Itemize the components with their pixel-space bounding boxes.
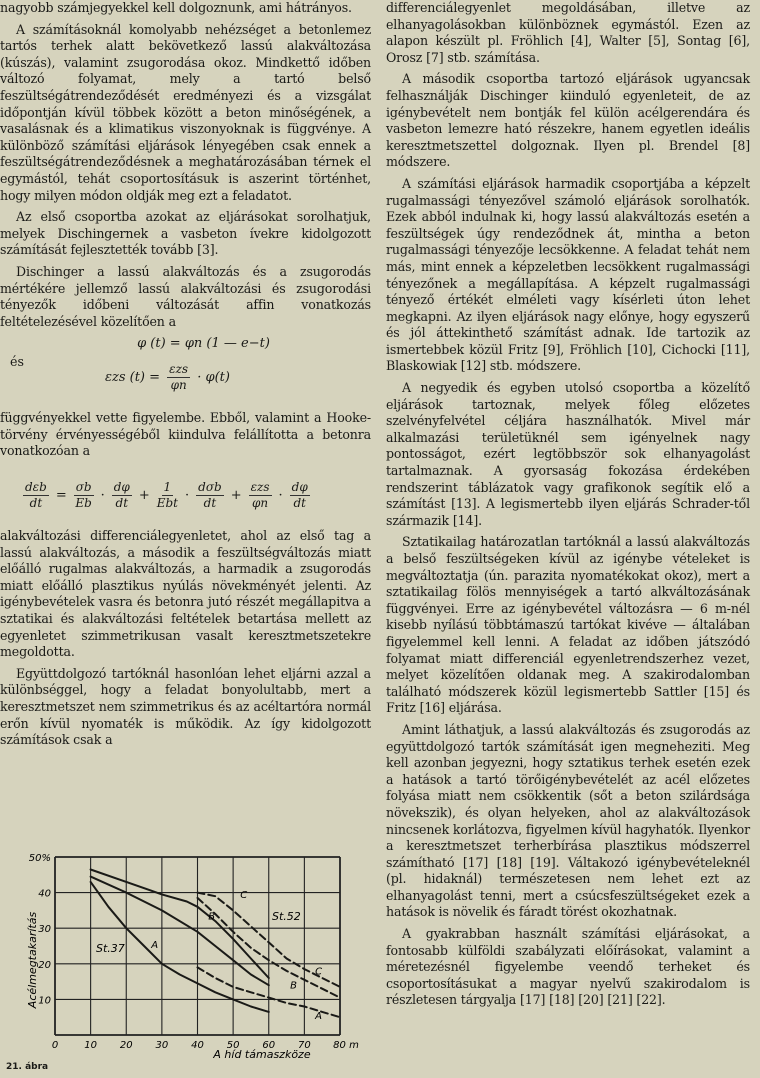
paragraph: alakváltozási differenciálegyenletet, ahol az első tag a lassú alakváltozás, a második a feszültségváltozás miatt előálló rugalmas alakváltozás, a harmadik a zsugorodás miatt előálló plasztikus nyúlás növekményét jelenti. Az igénybevételek vasra és betonra jutó részét megállapitva a sztatikai és alakváltozási feltételek betartása mellett az egyenletet szimmetrikusan vasalt keresztmetszetekre megoldotta.: [0, 528, 371, 660]
fraction-denominator: Eb: [75, 495, 92, 510]
equation-differential: [0, 470, 371, 520]
y-tick-label: 20: [38, 959, 51, 971]
paragraph: A negyedik és egyben utolsó csoportba a közelítő eljárások tartoznak, melyek főleg előzetes szelvényfelvétel céljára használhatók. Mivel már alkalmazási területüknél sem igényelnek nagy pontosságot, ezért legtöbbször sok elhanyagolást tartalmaznak. A gyorsaság fokozása érdekében rendszerint táblázatok vagy grafikonok segítik elő a számítást [13]. A legismertebb ilyen eljárás Schrader-től származik [14].: [386, 380, 750, 528]
dot-operator: ·: [185, 487, 190, 503]
y-tick-label: 10: [38, 995, 51, 1007]
right-column: [386, 0, 750, 1009]
fraction-numerator: εzs: [250, 479, 270, 494]
region-label-st52: St.52: [272, 910, 301, 923]
fraction-numerator: dφ: [291, 479, 308, 494]
x-tick-label: 50: [226, 1040, 240, 1051]
y-axis-label: Acélmegtakarítás: [26, 911, 39, 1009]
fraction-numerator: dσb: [198, 479, 222, 494]
fraction-denominator: Ebt: [156, 495, 178, 510]
equals-sign: =: [55, 487, 67, 503]
equation-epsilon: [0, 354, 371, 402]
equation-lhs: εzs (t) =: [105, 370, 161, 386]
x-tick-label: 10: [84, 1040, 97, 1051]
connective-word: és: [10, 354, 24, 370]
paragraph: Dischinger a lassú alakváltozás és a zsugorodás mértékére jellemző lassú alakváltozási és zsugorodási tényezők időbeni változását affin vonatkozás feltételezésével közelítően a: [0, 263, 371, 329]
x-tick-label: 0: [51, 1040, 59, 1051]
fraction: [167, 362, 190, 393]
series-label: B: [208, 911, 216, 923]
paragraph: A számításoknál komolyabb nehézséget a betonlemez tartós terhek alatt bekövetkező lassú alakváltozása (kúszás), valamint zsugorodása okoz. Mindkettő időben változó folyamat, mely a tartó belső feszültségátrendeződését eredményezi és a vizsgálat időpontján kívül többek között a beton minőségének, a vasalásnak és a klimatikus viszonyoknak is függvénye. A különböző számítási eljárások lényegében csak ennek a feszültségátrendeződésnek a meghatározásában térnek el egymástól, tehát csoportosításuk is aszerint történhet, hogy milyen módon oldják meg ezt a feladatot.: [0, 21, 371, 203]
paragraph: Az első csoportba azokat az eljárásokat sorolhatjuk, melyek Dischingernek a vasbeton ívekre kidolgozott számítását fejlesztették tovább [3].: [0, 209, 371, 258]
fraction-denominator: dt: [115, 495, 129, 510]
equation-phi: [0, 336, 371, 362]
paragraph: A számítási eljárások harmadik csoportjába a képzelt rugalmassági tényezővel számoló eljárások sorolhatók. Ezek abból indulnak ki, hogy lassú alakváltozás esetén a feszültségek úgy rendeződnek át, mintha a beton rugalmassági tényezője lecsökkenne. A feladat tehát nem más, mint ennek a képzeletben lecsökkent rugalmassági tényezőnek a megállapítása. A képzelt rugalmassági tényező értékét elméleti vagy kísérleti úton lehet megkapni. Az ilyen eljárások nagy előnye, hogy egyszerű és jól áttekinthető számítást adnak. Ide tartozik az ismertebbek közül Fritz [9], Fröhlich [10], Cichocki [11], Blaskowiak [12] stb. módszere.: [386, 175, 750, 374]
chart-ticks: [29, 853, 359, 1051]
series-label: C: [240, 889, 248, 901]
series-line-st37-c: [91, 870, 269, 979]
fraction-numerator: 1: [163, 479, 172, 494]
x-tick-label: 70: [298, 1040, 311, 1051]
x-tick-label: 30: [155, 1040, 169, 1051]
plus-operator: +: [230, 487, 242, 503]
paragraph: nagyobb számjegyekkel kell dolgoznunk, ami hátrányos.: [0, 0, 352, 15]
x-tick-label: 80 m: [333, 1040, 359, 1051]
fraction-denominator: dt: [29, 495, 43, 510]
x-axis-label: A híd támaszköze: [213, 1048, 311, 1060]
series-label: C: [315, 966, 323, 978]
fraction-denominator: φn: [252, 495, 269, 510]
paragraph: differenciálegyenlet megoldásában, illetve az elhanyagolásokban különböznek egymástól. Ezen az alapon készült pl. Fröhlich [4], Walter [5], Sontag [6], Orosz [7] stb. számítása.: [386, 0, 750, 65]
figure-caption: 21. ábra: [6, 1062, 49, 1072]
paragraph: A második csoportba tartozó eljárások ugyancsak felhasználják Dischinger kiinduló egyenleteit, de az igénybevételt nem bontják fel külön acélgerendára és vasbeton lemezre ható részekre, hanem egyetlen ideális keresztmetszettel dolgoznak. Ilyen pl. Brendel [8] módszere.: [386, 71, 750, 170]
fraction-numerator: σb: [75, 479, 92, 494]
y-tick-label: 50%: [28, 853, 51, 864]
fraction-numerator: εzs: [169, 362, 189, 377]
paragraph: Együttdolgozó tartóknál hasonlóan lehet eljárni azzal a különbséggel, hogy a feladat bonyolultabb, mert a keresztmetszet nem szimmetrikus és az acéltartóra normál erőn kívül nyomaték is működik. Az így kidolgozott számítások csak a: [0, 665, 371, 748]
y-tick-label: 40: [38, 888, 51, 900]
paragraph: A gyakrabban használt számítási eljárásokat, a fontosabb külföldi szabályzati előírásokat, valamint a méretezésnél figyelembe veendő terheket és csoportosításukat a magyar nyelvű szakirodalom is részletesen tárgyalja [17] [18] [20] [21] [22].: [386, 926, 750, 1008]
paragraph: Amint láthatjuk, a lassú alakváltozás és zsugorodás az együttdolgozó tartók számítását igen megneheziti. Meg kell azonban jegyezni, hogy sztatikus terhek esetén ezek a hatások a tartó törőigénybevételét az acél előzetes folyása miatt nem csökkentik (sőt a beton szilárdsága növekszik), és olyan helyeken, ahol az alakváltozások nincsenek korlátozva, figyelmen kívül hagyhatók. Ilyenkor a keresztmetszet terherbírása plasztikus módszerrel számítható [17] [18] [19]. Váltakozó igénybevételeknél (pl. hidaknál) természetesen nem lehet ezt az elhanyagolást tenni, mert a csúcsfeszültségeket ezek a hatások is növelik és fáradt törést okozhatnak.: [386, 721, 750, 920]
left-column: [0, 0, 371, 749]
series-label: B: [290, 980, 297, 992]
dot-operator: ·: [100, 487, 105, 503]
x-tick-label: 60: [262, 1040, 276, 1051]
fraction-denominator: φn: [170, 378, 187, 393]
equation-text: φ (t) = φn (1 — e−t): [137, 336, 270, 352]
fraction-denominator: dt: [203, 495, 217, 510]
x-tick-label: 20: [119, 1040, 133, 1051]
equation-rhs: · φ(t): [197, 370, 230, 386]
fraction-numerator: dφ: [113, 479, 130, 494]
x-tick-label: 40: [191, 1040, 204, 1051]
fraction-denominator: dt: [293, 495, 306, 510]
series-label: A: [151, 939, 159, 951]
paragraph: függvényekkel vette figyelembe. Ebből, valamint a Hooke-törvény érvényességéből kiindulva felállította a betonra vonatkozóan a: [0, 410, 371, 459]
fraction-numerator: dεb: [25, 479, 47, 494]
region-label-st37: St.37: [96, 942, 125, 955]
paragraph: Sztatikailag határozatlan tartóknál a lassú alakváltozás a belső feszültségeken kívül az igénybe vételeket is megváltoztatja (ún. parazita nyomatékokat okoz), mert a sztatikailag fölös mennyiségek a tartó alkváltozásának függvényei. Erre az igénybevétel változásra — 6 m-nél kisebb nyílású többtámaszú tartókat kivéve — általában figyelemmel kell lenni. A feladat az időben játszódó folyamat miatt differenciál egyenletrendszerhez vezet, melyet közelítően oldanak meg. A szakirodalomban található módszerek közül legismertebb Sattler [15] és Fritz [16] eljárása.: [386, 534, 750, 716]
steel-savings-chart: [0, 840, 380, 1060]
series-label: A: [315, 1010, 322, 1022]
dot-operator: ·: [278, 487, 283, 503]
plus-operator: +: [138, 487, 150, 503]
y-tick-label: 30: [38, 924, 51, 936]
